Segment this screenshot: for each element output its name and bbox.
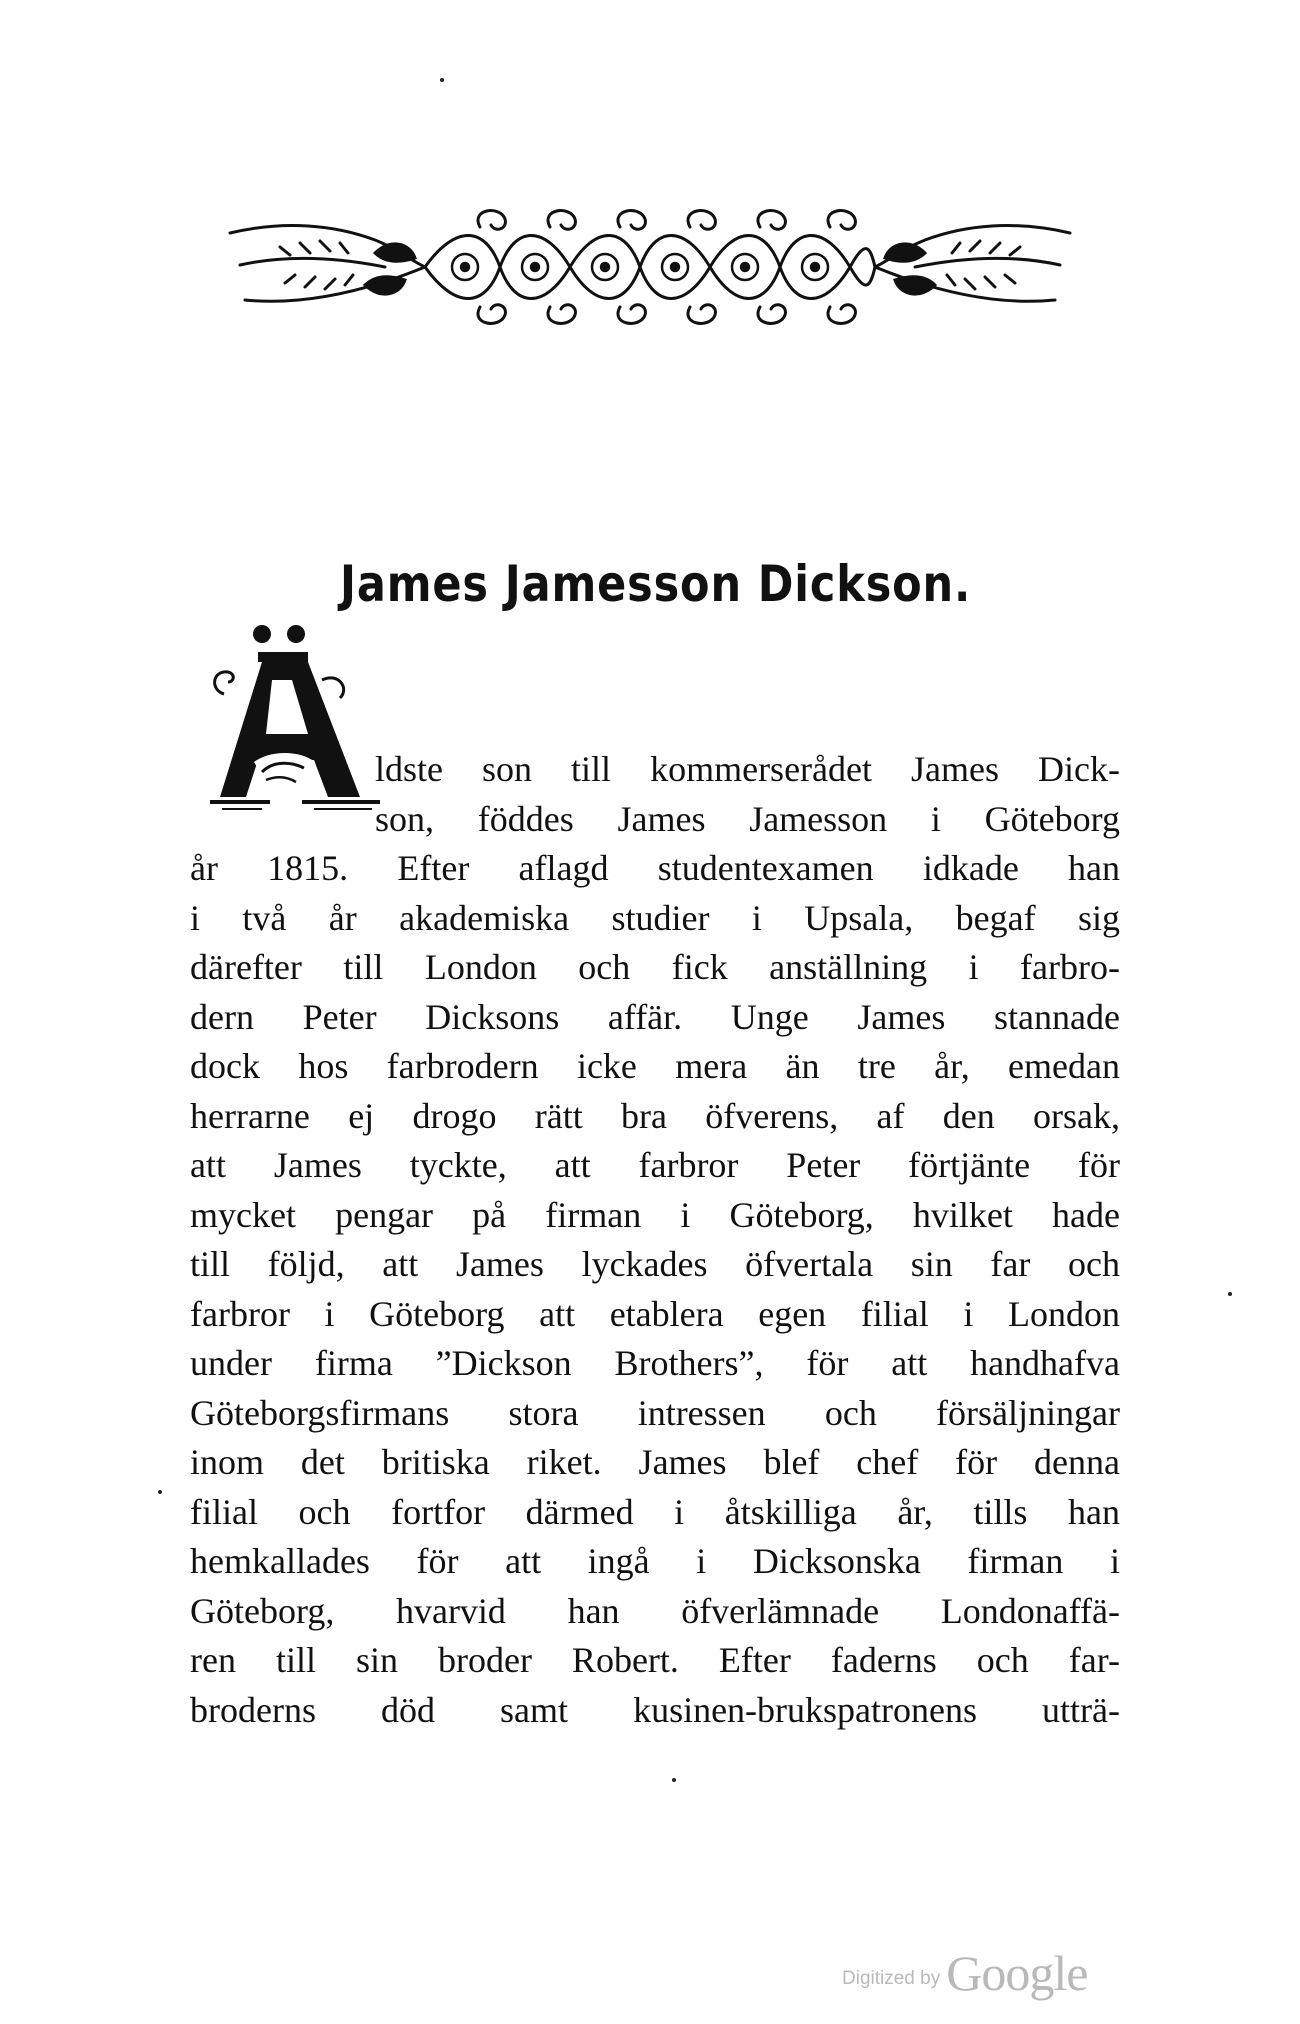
text-line	[190, 943, 1120, 993]
text-line	[190, 1636, 1120, 1686]
text-line	[190, 1240, 1120, 1290]
text-line-content: farbror i Göteborg att etablera egen filial i London	[190, 1293, 1120, 1334]
text-line	[190, 1587, 1120, 1637]
digitized-watermark	[842, 1944, 1087, 2004]
text-line-content: Göteborgsfirmans stora intressen och försäljningar	[190, 1392, 1120, 1433]
text-line	[190, 1686, 1120, 1736]
text-line-content: son, föddes James Jamesson i Göteborg	[375, 798, 1120, 839]
text-line	[190, 1141, 1120, 1191]
text-line	[190, 1488, 1120, 1538]
text-line	[190, 993, 1120, 1043]
print-speck	[672, 1778, 676, 1782]
text-line-content: till följd, att James lyckades öfvertala sin far och	[190, 1244, 1120, 1284]
text-line-content: ldste son till kommerserådet James Dick-	[375, 749, 1120, 789]
print-speck	[1228, 1292, 1232, 1296]
text-line-content: Göteborg, hvarvid han öfverlämnade Londonaffä-	[190, 1590, 1120, 1631]
text-line	[190, 1042, 1120, 1092]
text-line	[190, 894, 1120, 944]
text-line-content: filial och fortfor därmed i åtskilliga år, tills han	[190, 1491, 1120, 1532]
text-line	[190, 1537, 1120, 1587]
text-line	[190, 1339, 1120, 1389]
text-line-content: år 1815. Efter aflagd studentexamen idkade han	[190, 848, 1120, 888]
text-line-content: att James tyckte, att farbror Peter förtjänte för	[190, 1145, 1120, 1185]
print-speck	[158, 1490, 162, 1494]
text-line	[190, 844, 1120, 894]
text-line	[190, 1092, 1120, 1142]
watermark-brand: Google	[946, 1945, 1088, 2001]
text-line-content: herrarne ej drogo rätt bra öfverens, af den orsak,	[190, 1095, 1120, 1136]
text-line-content: dock hos farbrodern icke mera än tre år, emedan	[190, 1046, 1120, 1086]
text-line-content: under firma ”Dickson Brothers”, för att handhafva	[190, 1343, 1120, 1383]
text-line-content: mycket pengar på firman i Göteborg, hvilket hade	[190, 1194, 1120, 1235]
watermark-prefix: Digitized by	[842, 1968, 941, 1989]
text-line-content: inom det britiska riket. James blef chef för denna	[190, 1442, 1120, 1482]
text-line-content: ren till sin broder Robert. Efter faderns och far-	[190, 1640, 1120, 1680]
text-line	[190, 1438, 1120, 1488]
text-line-content: broderns död samt kusinen-brukspatronens utträ-	[190, 1689, 1120, 1730]
text-line-content: dern Peter Dicksons affär. Unge James stannade	[190, 996, 1120, 1037]
text-line	[190, 1389, 1120, 1439]
chapter-title: James Jamesson Dickson.	[340, 555, 972, 613]
text-line	[190, 1290, 1120, 1340]
text-line	[190, 1191, 1120, 1241]
text-line	[375, 745, 1120, 795]
text-line-content: i två år akademiska studier i Upsala, begaf sig	[190, 897, 1120, 938]
text-line-content: därefter till London och fick anställning i farbro-	[190, 947, 1120, 987]
floral-ornament-icon	[225, 205, 1075, 330]
body-text	[190, 745, 1120, 1735]
print-speck	[440, 78, 444, 82]
text-line	[375, 795, 1120, 845]
text-line-content: hemkallades för att ingå i Dicksonska firman i	[190, 1541, 1120, 1581]
